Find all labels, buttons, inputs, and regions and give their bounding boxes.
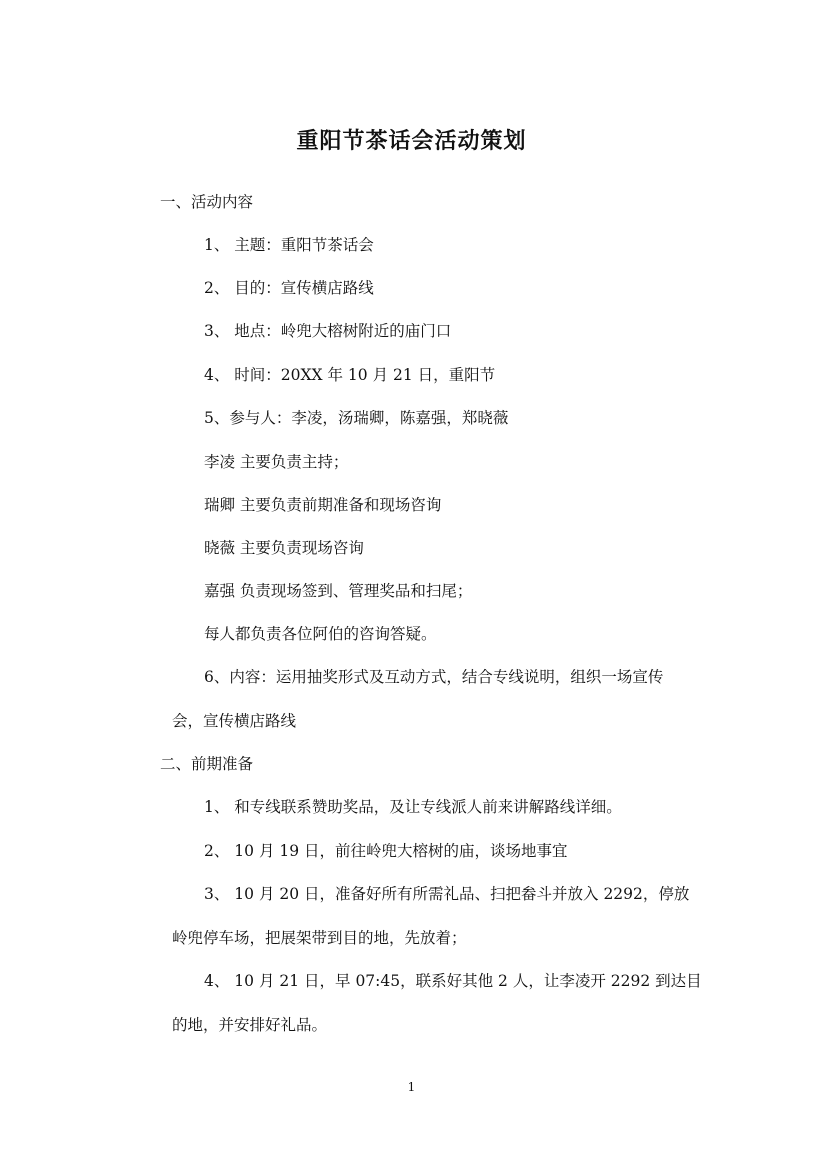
list-item: 4、 10 月 21 日，早 07:45，联系好其他 2 人，让李凌开 2292 到达目	[204, 972, 702, 990]
list-item: 2、 10 月 19 日，前往岭兜大榕树的庙，谈场地事宜	[204, 842, 568, 860]
section-heading: 二、前期准备	[160, 755, 254, 773]
list-item: 3、 地点：岭兜大榕树附近的庙门口	[204, 322, 452, 340]
paragraph-line: 岭兜停车场，把展架带到目的地，先放着；	[172, 929, 467, 947]
list-item: 4、 时间：20XX 年 10 月 21 日，重阳节	[204, 366, 496, 384]
paragraph-line: 会，宣传横店路线	[172, 712, 297, 730]
list-item: 6、内容：运用抽奖形式及互动方式，结合专线说明，组织一场宣传	[204, 668, 664, 686]
paragraph-line: 李凌 主要负责主持；	[204, 453, 349, 471]
list-item: 3、 10 月 20 日，准备好所有所需礼品、扫把畚斗并放入 2292，停放	[204, 885, 690, 903]
document-title: 重阳节茶话会活动策划	[296, 128, 527, 154]
list-item: 1、 和专线联系赞助奖品，及让专线派人前来讲解路线详细。	[204, 798, 622, 816]
section-heading: 一、活动内容	[160, 193, 254, 211]
list-item: 5、参与人：李凌，汤瑞卿，陈嘉强，郑晓薇	[204, 409, 509, 427]
paragraph-line: 晓薇 主要负责现场咨询	[204, 539, 364, 557]
page-number: 1	[407, 1080, 416, 1094]
paragraph-line: 每人都负责各位阿伯的咨询答疑。	[204, 625, 437, 643]
list-item: 1、 主题：重阳节茶话会	[204, 236, 374, 254]
paragraph-line: 的地，并安排好礼品。	[172, 1016, 328, 1034]
list-item: 2、 目的：宣传横店路线	[204, 279, 374, 297]
paragraph-line: 嘉强 负责现场签到、管理奖品和扫尾；	[204, 582, 473, 600]
paragraph-line: 瑞卿 主要负责前期准备和现场咨询	[204, 496, 442, 514]
